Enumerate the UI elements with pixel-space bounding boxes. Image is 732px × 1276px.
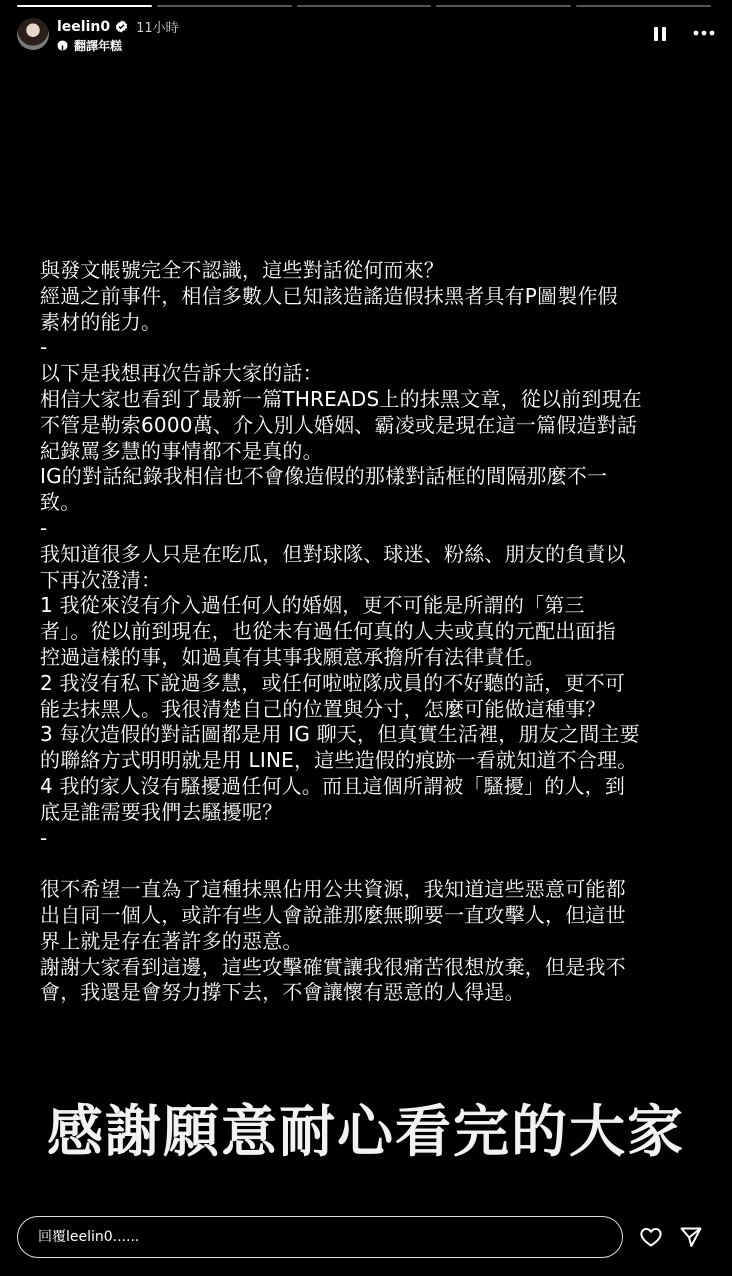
- story-text-line: 3 每次造假的對話圖都是用 IG 聊天，但真實生活裡，朋友之間主要: [40, 722, 640, 747]
- story-text-line: 能去抹黑人。我很清楚自己的位置與分寸，怎麼可能做這種事？: [40, 696, 606, 721]
- story-text-line: 紀錄罵多慧的事情都不是真的。: [40, 438, 323, 463]
- progress-segment: [17, 5, 152, 7]
- story-text-line: IG的對話紀錄我相信也不會像造假的那樣對話框的間隔那麼不一: [40, 464, 608, 489]
- story-text-line: -: [40, 335, 48, 360]
- more-options-icon[interactable]: [693, 29, 715, 37]
- story-text-line: 2 我沒有私下說過多慧，或任何啦啦隊成員的不好聽的話，更不可: [40, 670, 626, 695]
- story-text-line: 謝謝大家看到這邊，這些攻擊確實讓我很痛苦很想放棄，但是我不: [40, 954, 626, 979]
- translate-label: 翻譯年糕: [74, 39, 123, 53]
- time-ago: 11小時: [136, 21, 179, 36]
- story-text-line: 出自同一個人，或許有些人會說誰那麼無聊要一直攻擊人，但這世: [40, 902, 626, 927]
- story-text-line: 者」。從以前到現在，也從未有過任何真的人夫或真的元配出面指: [40, 619, 616, 644]
- story-text-line: -: [40, 825, 48, 850]
- story-text-line: 經過之前事件，相信多數人已知該造謠造假抹黑者具有P圖製作假: [40, 283, 618, 308]
- progress-segment: [297, 5, 432, 7]
- translate-icon: [57, 40, 68, 51]
- story-text-line: 下再次澄清：: [40, 567, 162, 592]
- thanks-banner: 感謝願意耐心看完的大家: [47, 1100, 685, 1165]
- story-text-line: 4 我的家人沒有騷擾過任何人。而且這個所謂被「騷擾」的人，到: [40, 773, 626, 798]
- story-text-line: 不管是勒索6000萬、介入別人婚姻、霸凌或是現在這一篇假造對話: [40, 412, 638, 437]
- story-text-line: 界上就是存在著許多的惡意。: [40, 928, 303, 953]
- story-text-line: 以下是我想再次告訴大家的話：: [40, 361, 323, 386]
- story-text-block: [40, 258, 700, 1006]
- story-text-line: 的聯絡方式明明就是用 LINE，這些造假的痕跡一看就知道不合理。: [40, 748, 638, 773]
- username[interactable]: leelin0: [57, 18, 111, 35]
- progress-segment: [576, 5, 711, 7]
- story-text-line: 相信大家也看到了最新一篇THREADS上的抹黑文章，從以前到現在: [40, 386, 642, 411]
- story-text-line: 致。: [40, 490, 81, 515]
- story-text-line: 1 我從來沒有介入過任何人的婚姻，更不可能是所謂的「第三: [40, 593, 585, 618]
- story-text-line: 我知道很多人只是在吃瓜，但對球隊、球迷、粉絲、朋友的負責以: [40, 541, 626, 566]
- story-progress-bar: [17, 5, 711, 7]
- user-line: [57, 17, 179, 36]
- story-text-line: 會，我還是會努力撐下去，不會讓懷有惡意的人得逞。: [40, 980, 525, 1005]
- story-text-line: [40, 851, 700, 877]
- translate-row[interactable]: [57, 37, 122, 54]
- like-heart-icon[interactable]: [639, 1225, 663, 1249]
- send-icon[interactable]: [679, 1225, 703, 1249]
- story-text-line: -: [40, 515, 48, 540]
- reply-input[interactable]: [17, 1216, 623, 1258]
- avatar[interactable]: [17, 18, 49, 50]
- progress-segment: [436, 5, 571, 7]
- story-header: [17, 16, 715, 56]
- story-text-line: 與發文帳號完全不認識，這些對話從何而來？: [40, 258, 444, 282]
- story-text-line: 素材的能力。: [40, 309, 162, 334]
- story-text-line: 底是誰需要我們去騷擾呢？: [40, 799, 283, 824]
- story-text-line: 很不希望一直為了這種抹黑佔用公共資源，我知道這些惡意可能都: [40, 877, 626, 902]
- story-text-line: 控過這樣的事，如過真有其事我願意承擔所有法律責任。: [40, 644, 545, 669]
- verified-badge-icon: [115, 20, 128, 33]
- pause-icon[interactable]: [653, 26, 667, 42]
- progress-segment: [157, 5, 292, 7]
